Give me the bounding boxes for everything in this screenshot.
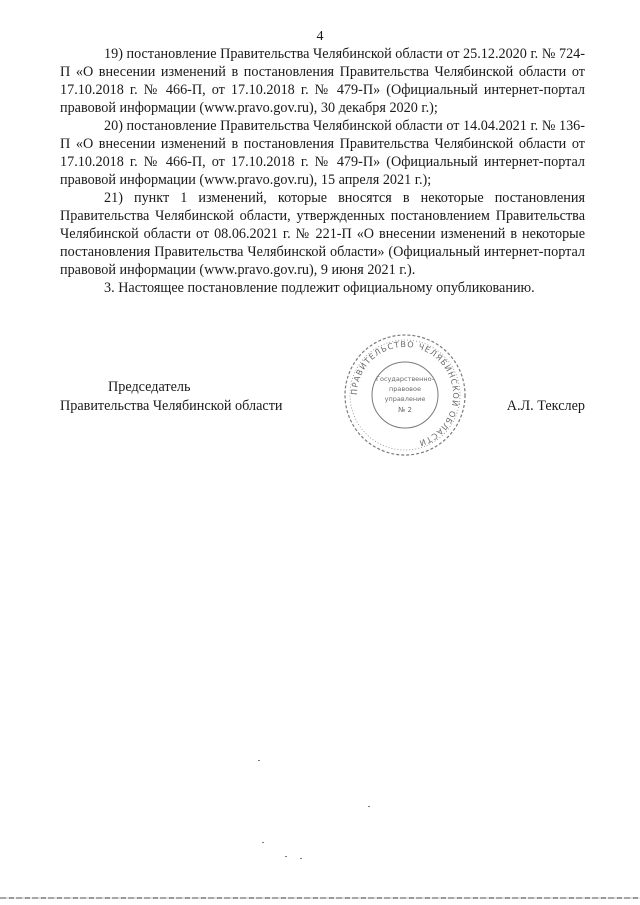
paragraph-item-19: 19) постановление Правительства Челябинской области от 25.12.2020 г. № 724-П «О внесении изменений в постановления Правительства Челябинской области от 17.10.2018 г. № 466-П, от 17.10.2018 г. № 479-П» (Официальный интернет-портал правовой информации (www.pravo.gov.ru), 30 декабря 2020 г.); xyxy=(60,46,585,116)
stamp-ring-text: ПРАВИТЕЛЬСТВО ЧЕЛЯБИНСКОЙ ОБЛАСТИ xyxy=(349,339,461,448)
signatory-role-line-1: Председатель xyxy=(108,379,191,395)
stamp-center-line-1: Государственно- xyxy=(376,375,434,383)
paragraph-publication: 3. Настоящее постановление подлежит официальному опубликованию. xyxy=(104,280,535,296)
scan-speck xyxy=(300,858,302,859)
paragraph-item-21: 21) пункт 1 изменений, которые вносятся в некоторые постановления Правительства Челябинской области, утвержденных постановлением Правительства Челябинской области от 08.06.2021 г. № 221-П «О внесении изменений в некоторые постановления Правительства Челябинской области» (Официальный интернет-портал правовой информации (www.pravo.gov.ru), 9 июня 2021 г.). xyxy=(60,190,585,278)
scan-edge-line xyxy=(0,897,640,899)
document-body xyxy=(60,45,585,297)
stamp-center-line-2: правовое xyxy=(389,385,421,393)
page-number: 4 xyxy=(316,29,324,44)
stamp-center-line-3: управление xyxy=(384,395,426,403)
scan-speck xyxy=(285,856,287,857)
stamp-center-line-4: № 2 xyxy=(398,406,412,414)
signatory-role-line-2: Правительства Челябинской области xyxy=(60,398,283,414)
paragraph-item-20: 20) постановление Правительства Челябинской области от 14.04.2021 г. № 136-П «О внесении изменений в постановления Правительства Челябинской области от 17.10.2018 г. № 466-П, от 17.10.2018 г. № 479-П» (Официальный интернет-портал правовой информации (www.pravo.gov.ru), 15 апреля 2021 г.); xyxy=(60,118,585,188)
signature-block xyxy=(60,378,590,418)
scan-speck xyxy=(262,842,264,843)
scan-speck xyxy=(258,760,260,761)
scan-speck xyxy=(368,806,370,807)
signatory-name: А.Л. Текслер xyxy=(506,398,585,414)
